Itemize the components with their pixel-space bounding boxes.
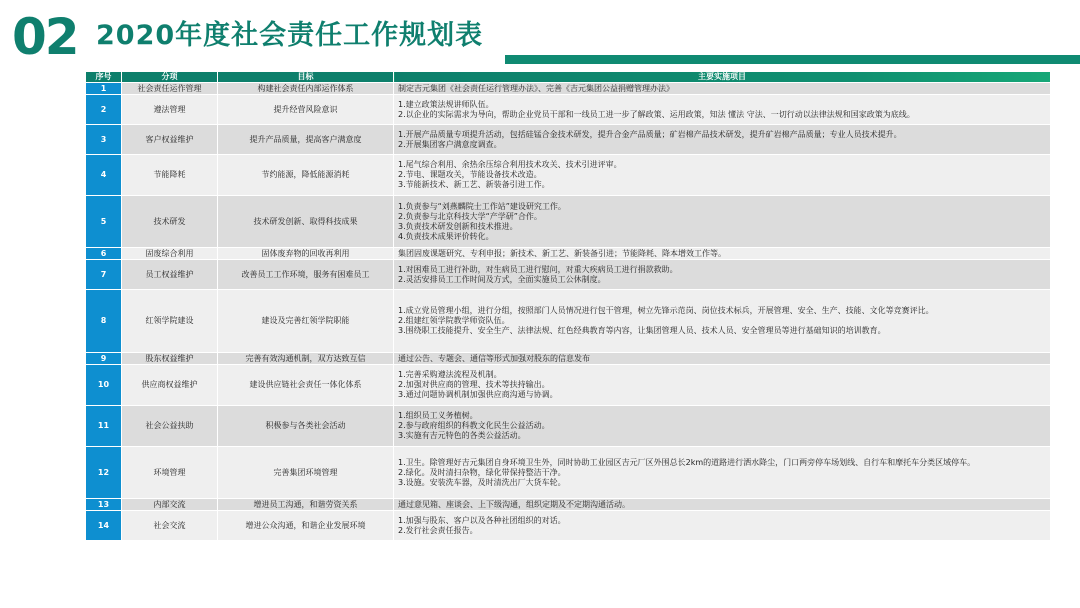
- action-line: 3.设施。安装洗车器，及时清洗出厂大货车轮。: [398, 477, 566, 487]
- actions-cell: [394, 155, 1051, 196]
- action-line: 2.组建红领学院教学师资队伍。: [398, 316, 510, 325]
- action-line: 通过公告、专题会、通信等形式加强对股东的信息发布: [398, 353, 590, 363]
- action-line: 2.开展集团客户满意度调查。: [398, 139, 502, 149]
- item-cell: 环境管理: [122, 447, 218, 499]
- table-row: [86, 511, 1051, 541]
- table-row: [86, 248, 1051, 260]
- action-line: 4.负责技术成果评价转化。: [398, 231, 494, 241]
- action-line: 1.负责参与“刘燕麟院士工作站”建设研究工作。: [398, 201, 566, 211]
- item-cell: 社会责任运作管理: [122, 83, 218, 95]
- table-row: [86, 353, 1051, 365]
- title-underline: [505, 55, 1080, 64]
- action-line: 2.发行社会责任报告。: [398, 525, 478, 535]
- goal-cell: 增进员工沟通，和谐劳资关系: [218, 499, 394, 511]
- action-line: 1.尾气综合利用、余热余压综合利用技术攻关、技术引进评审。: [398, 160, 622, 169]
- action-line: 3.实施有吉元特色的各类公益活动。: [398, 431, 526, 440]
- goal-cell: 完善有效沟通机制，双方达致互信: [218, 353, 394, 365]
- action-line: 2.加强对供应商的管理、技术等扶持输出。: [398, 380, 550, 389]
- action-line: 3.负责技术研发创新和技术推进。: [398, 221, 518, 231]
- row-number-cell: 9: [86, 353, 122, 365]
- table-row: [86, 196, 1051, 248]
- item-cell: 红领学院建设: [122, 290, 218, 353]
- goal-cell: 改善员工工作环境，服务有困难员工: [218, 260, 394, 290]
- item-cell: 遵法管理: [122, 95, 218, 125]
- action-line: 3.通过问题协调机制加强供应商沟通与协调。: [398, 390, 558, 399]
- row-number-cell: 10: [86, 365, 122, 406]
- table-row: [86, 290, 1051, 353]
- goal-cell: 提升经营风险意识: [218, 95, 394, 125]
- action-line: 1.加强与股东、客户以及各种社团组织的对话。: [398, 515, 566, 525]
- table-row: [86, 95, 1051, 125]
- action-line: 1.开展产品质量专项提升活动，包括硅锰合金技术研发，提升合金产品质量；矿岩棉产品技术研发，提升矿岩棉产品质量；专业人员技术提升。: [398, 129, 902, 139]
- table-row: [86, 499, 1051, 511]
- item-cell: 员工权益维护: [122, 260, 218, 290]
- item-cell: 节能降耗: [122, 155, 218, 196]
- goal-cell: 节约能源，降低能源消耗: [218, 155, 394, 196]
- table-row: [86, 83, 1051, 95]
- action-line: 3.围绕职工技能提升、安全生产、法律法规、红色经典教育等内容，让集团管理人员、技术人员、安全管理员等进行基础知识的培训教育。: [398, 326, 886, 335]
- row-number-cell: 1: [86, 83, 122, 95]
- action-line: 2.节电、课题攻关，节能设备技术改造。: [398, 170, 542, 179]
- section-number: 02: [12, 8, 78, 66]
- row-number-cell: 5: [86, 196, 122, 248]
- goal-cell: 构建社会责任内部运作体系: [218, 83, 394, 95]
- item-cell: 供应商权益维护: [122, 365, 218, 406]
- item-cell: 客户权益维护: [122, 125, 218, 155]
- actions-cell: [394, 196, 1051, 248]
- goal-cell: 建设供应链社会责任一体化体系: [218, 365, 394, 406]
- action-line: 1.卫生。除管理好吉元集团自身环境卫生外，同时协助工业园区吉元厂区外围总长2km的道路进行洒水降尘，门口两旁停车场划线、自行车和摩托车分类区域停车。: [398, 457, 976, 467]
- action-line: 1.建立政策法规讲师队伍。: [398, 99, 494, 109]
- row-number-cell: 14: [86, 511, 122, 541]
- column-header-actions: 主要实施项目: [394, 72, 1051, 83]
- actions-cell: [394, 353, 1051, 365]
- action-line: 集团固废课题研究、专利申报；新技术、新工艺、新装备引进；节能降耗、降本增效工作等。: [398, 248, 726, 258]
- column-header-item: 分项: [122, 72, 218, 83]
- goal-cell: 提升产品质量，提高客户满意度: [218, 125, 394, 155]
- table-header-row: [86, 72, 1051, 83]
- item-cell: 社会交流: [122, 511, 218, 541]
- goal-cell: 积极参与各类社会活动: [218, 406, 394, 447]
- action-line: 1.组织员工义务植树。: [398, 411, 478, 420]
- page-title: 2020年度社会责任工作规划表: [96, 20, 484, 51]
- action-line: 1.完善采购遵法流程及机制。: [398, 370, 502, 379]
- table-row: [86, 260, 1051, 290]
- action-line: 2.以企业的实际需求为导向，帮助企业党员干部和一线员工进一步了解政策、运用政策，知法 懂法 守法、一切行动以法律法规和国家政策为底线。: [398, 109, 915, 119]
- actions-cell: [394, 511, 1051, 541]
- table-body: [86, 83, 1051, 541]
- actions-cell: [394, 83, 1051, 95]
- actions-cell: [394, 447, 1051, 499]
- row-number-cell: 13: [86, 499, 122, 511]
- action-line: 2.绿化。及时清扫杂物，绿化带保持整洁干净。: [398, 467, 566, 477]
- table-row: [86, 125, 1051, 155]
- action-line: 1.对困难员工进行补助，对生病员工进行慰问，对重大疾病员工进行捐款救助。: [398, 264, 678, 274]
- action-line: 2.灵活安排员工工作时间及方式，全面实施员工公休制度。: [398, 274, 606, 284]
- table-row: [86, 155, 1051, 196]
- table-row: [86, 447, 1051, 499]
- goal-cell: 固体废弃物的回收再利用: [218, 248, 394, 260]
- item-cell: 内部交流: [122, 499, 218, 511]
- actions-cell: [394, 248, 1051, 260]
- row-number-cell: 11: [86, 406, 122, 447]
- row-number-cell: 4: [86, 155, 122, 196]
- goal-cell: 增进公众沟通，和谐企业发展环境: [218, 511, 394, 541]
- action-line: 通过意见箱、座谈会、上下级沟通，组织定期及不定期沟通活动。: [398, 499, 630, 509]
- row-number-cell: 2: [86, 95, 122, 125]
- column-header-goal: 目标: [218, 72, 394, 83]
- action-line: 制定吉元集团《社会责任运行管理办法》、完善《吉元集团公益捐赠管理办法》: [398, 83, 674, 93]
- row-number-cell: 12: [86, 447, 122, 499]
- goal-cell: 建设及完善红领学院职能: [218, 290, 394, 353]
- plan-table: [85, 71, 1051, 541]
- actions-cell: [394, 260, 1051, 290]
- item-cell: 技术研发: [122, 196, 218, 248]
- item-cell: 社会公益扶助: [122, 406, 218, 447]
- action-line: 3.节能新技术、新工艺、新装备引进工作。: [398, 180, 550, 189]
- table-row: [86, 365, 1051, 406]
- item-cell: 固废综合利用: [122, 248, 218, 260]
- item-cell: 股东权益维护: [122, 353, 218, 365]
- actions-cell: [394, 406, 1051, 447]
- row-number-cell: 7: [86, 260, 122, 290]
- actions-cell: [394, 125, 1051, 155]
- actions-cell: [394, 365, 1051, 406]
- action-line: 2.负责参与北京科技大学“产学研”合作。: [398, 211, 542, 221]
- row-number-cell: 6: [86, 248, 122, 260]
- actions-cell: [394, 290, 1051, 353]
- row-number-cell: 3: [86, 125, 122, 155]
- goal-cell: 完善集团环境管理: [218, 447, 394, 499]
- action-line: 2.参与政府组织的科教文化民生公益活动。: [398, 421, 550, 430]
- column-header-no: 序号: [86, 72, 122, 83]
- action-line: 1.成立党员管理小组，进行分组，按照部门人员情况进行包干管理，树立先锋示范岗、岗位技术标兵，开展管理、安全、生产、技能、文化等竞赛评比。: [398, 306, 934, 315]
- actions-cell: [394, 499, 1051, 511]
- row-number-cell: 8: [86, 290, 122, 353]
- goal-cell: 技术研发创新、取得科技成果: [218, 196, 394, 248]
- table-row: [86, 406, 1051, 447]
- actions-cell: [394, 95, 1051, 125]
